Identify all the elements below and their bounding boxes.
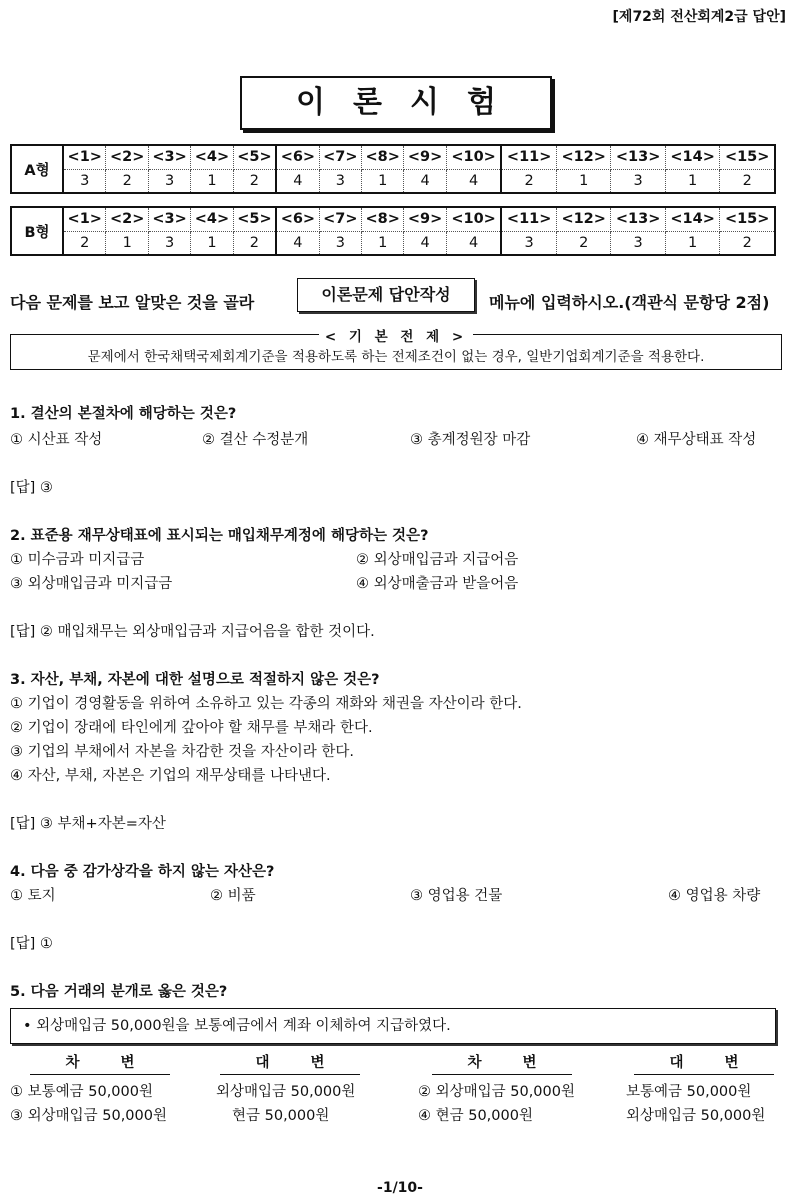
- answer-cell: 3: [63, 169, 106, 193]
- question-number-cell: <10>: [446, 207, 501, 231]
- answer-cell: 2: [501, 169, 556, 193]
- premise-text: 문제에서 한국채택국제회계기준을 적용하도록 하는 전제조건이 없는 경우, 일반기업회계기준을 적용한다.: [87, 349, 705, 365]
- answer-table-a: [10, 144, 776, 194]
- answer-type-label: B형: [11, 207, 63, 255]
- answer-cell: 4: [276, 231, 319, 255]
- q1-choice-3: ③ 총계정원장 마감: [410, 432, 531, 448]
- credit-header-1: 대 변: [220, 1052, 360, 1075]
- answer-cell: 1: [556, 169, 610, 193]
- question-5: 5. 다음 거래의 분개로 옳은 것은?: [10, 984, 228, 1000]
- question-number-cell: <15>: [720, 207, 775, 231]
- q5-choice-1-debit: ① 보통예금 50,000원: [10, 1084, 153, 1100]
- answer-table-b: [10, 206, 776, 256]
- question-number-cell: <7>: [319, 207, 361, 231]
- transaction-box: • 외상매입금 50,000원을 보통예금에서 계좌 이체하여 지급하였다.: [10, 1008, 776, 1044]
- answer-cell: 4: [404, 169, 446, 193]
- premise-title: < 기 본 전 제 >: [319, 329, 473, 345]
- answer-cell: 4: [276, 169, 319, 193]
- question-number-cell: <4>: [191, 207, 233, 231]
- q1-choice-4: ④ 재무상태표 작성: [636, 432, 757, 448]
- answer-cell: 3: [319, 169, 361, 193]
- q4-choice-2: ② 비품: [210, 888, 256, 904]
- instruction-after: 메뉴에 입력하시오.(객관식 문항당 2점): [489, 293, 770, 312]
- q1-choice-2: ② 결산 수정분개: [202, 432, 309, 448]
- question-number-cell: <1>: [63, 145, 106, 169]
- q5-choice-3-credit: 현금 50,000원: [232, 1108, 330, 1124]
- question-number-cell: <2>: [106, 207, 148, 231]
- question-number-cell: <11>: [501, 145, 556, 169]
- question-1: 1. 결산의 본절차에 해당하는 것은?: [10, 406, 237, 422]
- question-number-cell: <4>: [191, 145, 233, 169]
- question-number-cell: <15>: [720, 145, 775, 169]
- question-3: 3. 자산, 부채, 자본에 대한 설명으로 적절하지 않은 것은?: [10, 672, 380, 688]
- answer-cell: 2: [233, 231, 276, 255]
- answer-cell: 1: [191, 231, 233, 255]
- q4-choice-1: ① 토지: [10, 888, 56, 904]
- q4-answer: [답] ①: [10, 936, 53, 952]
- question-number-cell: <11>: [501, 207, 556, 231]
- q5-choice-2-debit: ② 외상매입금 50,000원: [418, 1084, 575, 1100]
- answer-cell: 2: [233, 169, 276, 193]
- q4-choice-4: ④ 영업용 차량: [668, 888, 761, 904]
- page-number: -1/10-: [377, 1180, 423, 1196]
- answer-cell: 1: [665, 169, 719, 193]
- question-number-cell: <1>: [63, 207, 106, 231]
- question-number-cell: <5>: [233, 145, 276, 169]
- question-number-cell: <14>: [665, 207, 719, 231]
- debit-header-1: 차 변: [30, 1052, 170, 1075]
- question-number-cell: <5>: [233, 207, 276, 231]
- answer-cell: 3: [319, 231, 361, 255]
- question-number-cell: <14>: [665, 145, 719, 169]
- answer-cell: 1: [362, 169, 404, 193]
- answer-cell: 2: [720, 231, 775, 255]
- answer-cell: 2: [720, 169, 775, 193]
- q5-choice-1-credit: 외상매입금 50,000원: [216, 1084, 356, 1100]
- answer-cell: 4: [446, 169, 501, 193]
- answer-cell: 1: [191, 169, 233, 193]
- question-number-cell: <3>: [148, 207, 190, 231]
- q3-choice-3: ③ 기업의 부채에서 자본을 차감한 것을 자산이라 한다.: [10, 744, 355, 760]
- q3-choice-4: ④ 자산, 부채, 자본은 기업의 재무상태를 나타낸다.: [10, 768, 331, 784]
- exam-header: [제72회 전산회계2급 답안]: [612, 9, 786, 25]
- answer-type-label: A형: [11, 145, 63, 193]
- question-4: 4. 다음 중 감가상각을 하지 않는 자산은?: [10, 864, 275, 880]
- answer-cell: 4: [404, 231, 446, 255]
- q5-choice-2-credit: 보통예금 50,000원: [626, 1084, 752, 1100]
- question-number-cell: <10>: [446, 145, 501, 169]
- answer-cell: 1: [106, 231, 148, 255]
- q2-answer: [답] ② 매입채무는 외상매입금과 지급어음을 합한 것이다.: [10, 624, 375, 640]
- answer-cell: 4: [446, 231, 501, 255]
- question-number-cell: <7>: [319, 145, 361, 169]
- q3-answer: [답] ③ 부채+자본=자산: [10, 816, 166, 832]
- question-2: 2. 표준용 재무상태표에 표시되는 매입채무계정에 해당하는 것은?: [10, 528, 429, 544]
- q4-choice-3: ③ 영업용 건물: [410, 888, 503, 904]
- question-number-cell: <13>: [611, 145, 665, 169]
- answer-cell: 3: [611, 231, 665, 255]
- answer-cell: 1: [362, 231, 404, 255]
- q3-choice-2: ② 기업이 장래에 타인에게 갚아야 할 채무를 부채라 한다.: [10, 720, 373, 736]
- question-number-cell: <6>: [276, 207, 319, 231]
- q3-choice-1: ① 기업이 경영활동을 위하여 소유하고 있는 각종의 재화와 채권을 자산이라 한다.: [10, 696, 522, 712]
- page-title: 이론시험: [240, 76, 552, 130]
- question-number-cell: <12>: [556, 207, 610, 231]
- answer-cell: 1: [665, 231, 719, 255]
- question-number-cell: <8>: [362, 207, 404, 231]
- question-number-cell: <2>: [106, 145, 148, 169]
- q2-choice-4: ④ 외상매출금과 받을어음: [356, 576, 519, 592]
- q2-choice-3: ③ 외상매입금과 미지급금: [10, 576, 173, 592]
- instruction: [10, 278, 790, 318]
- q5-choice-3-debit: ③ 외상매입금 50,000원: [10, 1108, 167, 1124]
- question-number-cell: <12>: [556, 145, 610, 169]
- q2-choice-2: ② 외상매입금과 지급어음: [356, 552, 519, 568]
- question-number-cell: <3>: [148, 145, 190, 169]
- answer-cell: 2: [106, 169, 148, 193]
- answer-cell: 3: [501, 231, 556, 255]
- question-number-cell: <9>: [404, 207, 446, 231]
- question-number-cell: <6>: [276, 145, 319, 169]
- answer-cell: 3: [148, 231, 190, 255]
- q5-choice-4-debit: ④ 현금 50,000원: [418, 1108, 533, 1124]
- answer-cell: 2: [556, 231, 610, 255]
- instruction-before: 다음 문제를 보고 알맞은 것을 골라: [10, 293, 255, 312]
- q1-answer: [답] ③: [10, 480, 53, 496]
- answer-cell: 2: [63, 231, 106, 255]
- q2-choice-1: ① 미수금과 미지급금: [10, 552, 145, 568]
- credit-header-2: 대 변: [634, 1052, 774, 1075]
- answer-cell: 3: [611, 169, 665, 193]
- answer-cell: 3: [148, 169, 190, 193]
- q1-choice-1: ① 시산표 작성: [10, 432, 103, 448]
- question-number-cell: <13>: [611, 207, 665, 231]
- question-number-cell: <9>: [404, 145, 446, 169]
- question-number-cell: <8>: [362, 145, 404, 169]
- debit-header-2: 차 변: [432, 1052, 572, 1075]
- q5-choice-4-credit: 외상매입금 50,000원: [626, 1108, 766, 1124]
- premise-box: [10, 329, 782, 370]
- answer-entry-button[interactable]: 이론문제 답안작성: [297, 278, 475, 312]
